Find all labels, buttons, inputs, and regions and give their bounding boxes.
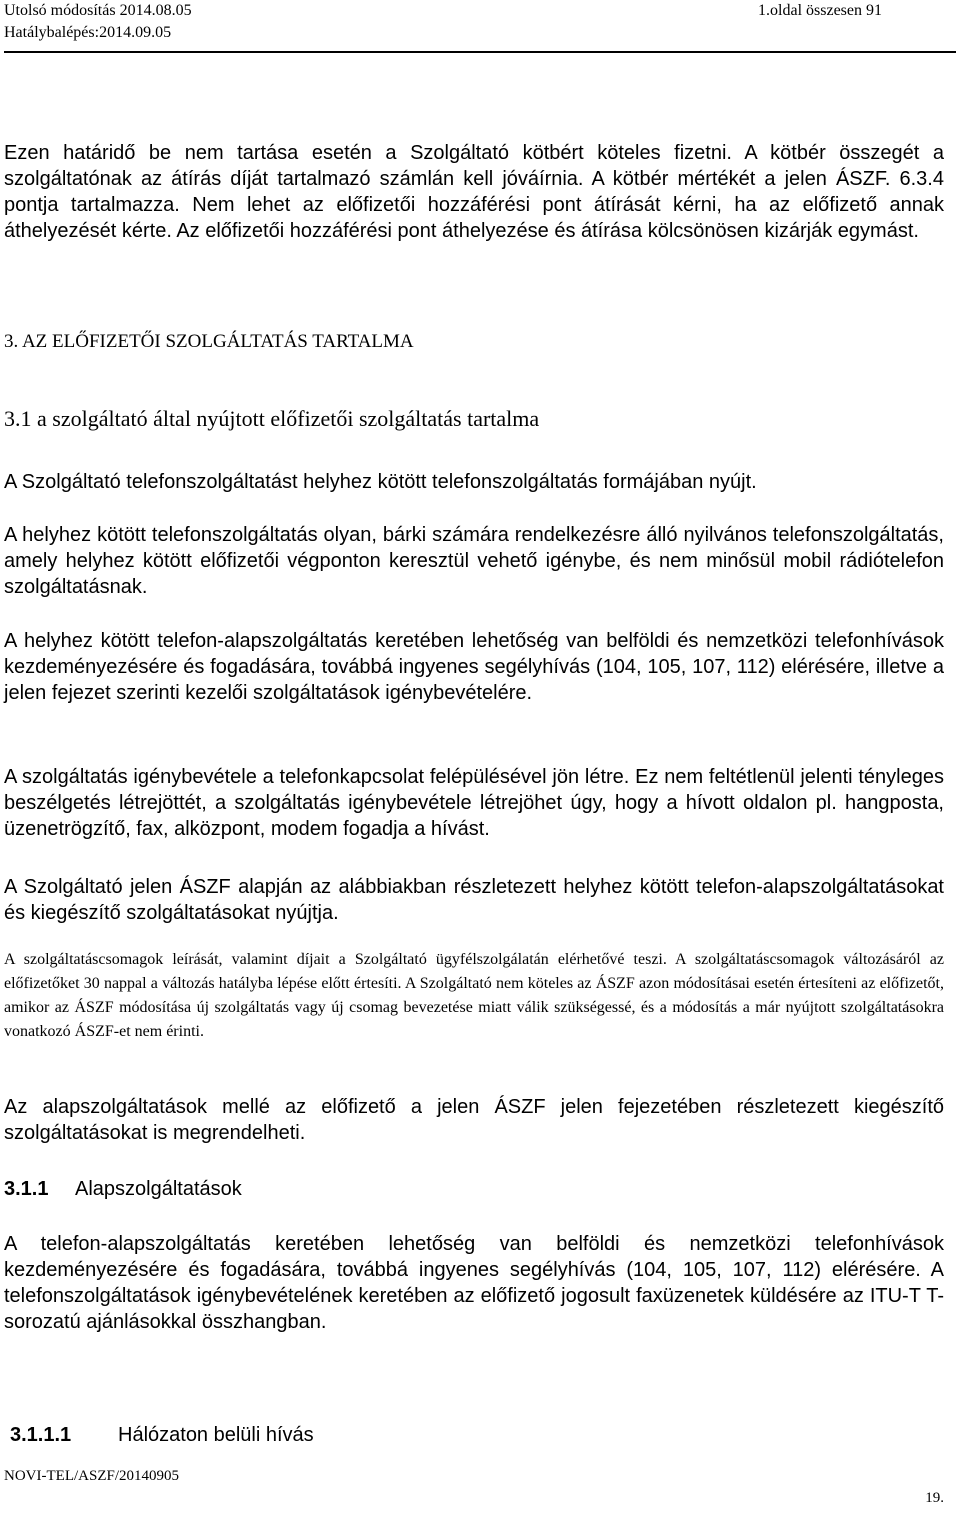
paragraph-supplementary-services: Az alapszolgáltatások mellé az előfizető a jelen ÁSZF jelen fejezetében részletezett kiegészítő szolgáltatásokat is megrendelheti.	[4, 1096, 944, 1144]
section-3-1-1-1-number: 3.1.1.1	[10, 1424, 72, 1446]
header-modified-date: Utolsó módosítás 2014.08.05	[4, 2, 192, 19]
paragraph-basic-service-scope: A helyhez kötött telefon-alapszolgáltatás keretében lehetőség van belföldi és nemzetközi telefonhívások kezdeményezésére és fogadására, továbbá ingyenes segélyhívás (104, 105, 107, 112) elérésére, illetve a jelen fejezet szerinti kezelői szolgáltatások igénybevételére.	[4, 630, 944, 704]
header-page-info: 1.oldal összesen 91	[758, 2, 882, 19]
section-3-1-1-title: Alapszolgáltatások	[75, 1178, 242, 1200]
footer-document-id: NOVI-TEL/ASZF/20140905	[4, 1468, 179, 1484]
paragraph-fixed-service-definition: A helyhez kötött telefonszolgáltatás olyan, bárki számára rendelkezésre álló nyilvános telefonszolgáltatás, amely helyhez kötött előfizetői végponton keresztül vehető igénybe, és nem minősül mobil rádiótelefon szolgáltatásnak.	[4, 524, 944, 598]
paragraph-service-usage: A szolgáltatás igénybevétele a telefonkapcsolat felépülésével jön létre. Ez nem feltétlenül jelenti tényleges beszélgetés létrejöttét, a szolgáltatás igénybevétele létrejöhet úgy, hogy a hívott oldalon pl. hangposta, üzenetrögzítő, fax, alközpont, modem fogadja a hívást.	[4, 766, 944, 840]
paragraph-service-form: A Szolgáltató telefonszolgáltatást helyhez kötött telefonszolgáltatás formájában nyújt.	[4, 471, 757, 493]
paragraph-packages-notice: A szolgáltatáscsomagok leírását, valamint díjait a Szolgáltató ügyfélszolgálatán elérhetővé teszi. A szolgáltatáscsomagok változásáról az előfizetőket 30 nappal a változás hatályba lépése előtt értesíti. A Szolgáltató nem köteles az ÁSZF azon módosításai esetén értesíteni az előfizetőt, amikor az ÁSZF módosítása új szolgáltatás vagy új csomag bevezetése miatt válik szükségessé, és a módosítás a már nyújtott szolgáltatásokra vonatkozó ÁSZF-et nem érinti.	[4, 951, 944, 1040]
header-divider	[4, 51, 956, 53]
paragraph-penalty: Ezen határidő be nem tartása esetén a Szolgáltató kötbért köteles fizetni. A kötbér összegét a szolgáltatónak az átírás díját tartalmazó számlán kell jóváírnia. A kötbér mértékét a jelen ÁSZF. 6.3.4 pontja tartalmazza. Nem lehet az előfizetői hozzáférési pont átírását kérni, ha az előfizető annak áthelyezését kérte. Az előfizetői hozzáférési pont áthelyezése és átírása kölcsönösen kizárják egymást.	[4, 142, 944, 242]
paragraph-services-provided: A Szolgáltató jelen ÁSZF alapján az alábbiakban részletezett helyhez kötött telefon-alapszolgáltatásokat és kiegészítő szolgáltatásokat nyújtja.	[4, 876, 944, 924]
section-3-1-1-1-title: Hálózaton belüli hívás	[118, 1424, 314, 1446]
section-3-1-heading: 3.1 a szolgáltató által nyújtott előfizetői szolgáltatás tartalma	[4, 406, 540, 431]
footer-page-number: 19.	[925, 1490, 944, 1506]
section-3-1-1-number: 3.1.1	[4, 1178, 49, 1200]
header-effective-date: Hatálybalépés:2014.09.05	[4, 24, 172, 41]
section-3-heading: 3. AZ ELŐFIZETŐI SZOLGÁLTATÁS TARTALMA	[4, 331, 414, 352]
paragraph-basic-services-detail: A telefon-alapszolgáltatás keretében lehetőség van belföldi és nemzetközi telefonhívások kezdeményezésére és fogadására, továbbá ingyenes segélyhívás (104, 105, 107, 112) elérésére. A telefonszolgáltatások igénybevételének keretében az előfizető jogosult faxüzenetek küldésére az ITU-T T-sorozatú ajánlásokkal összhangban.	[4, 1233, 944, 1333]
